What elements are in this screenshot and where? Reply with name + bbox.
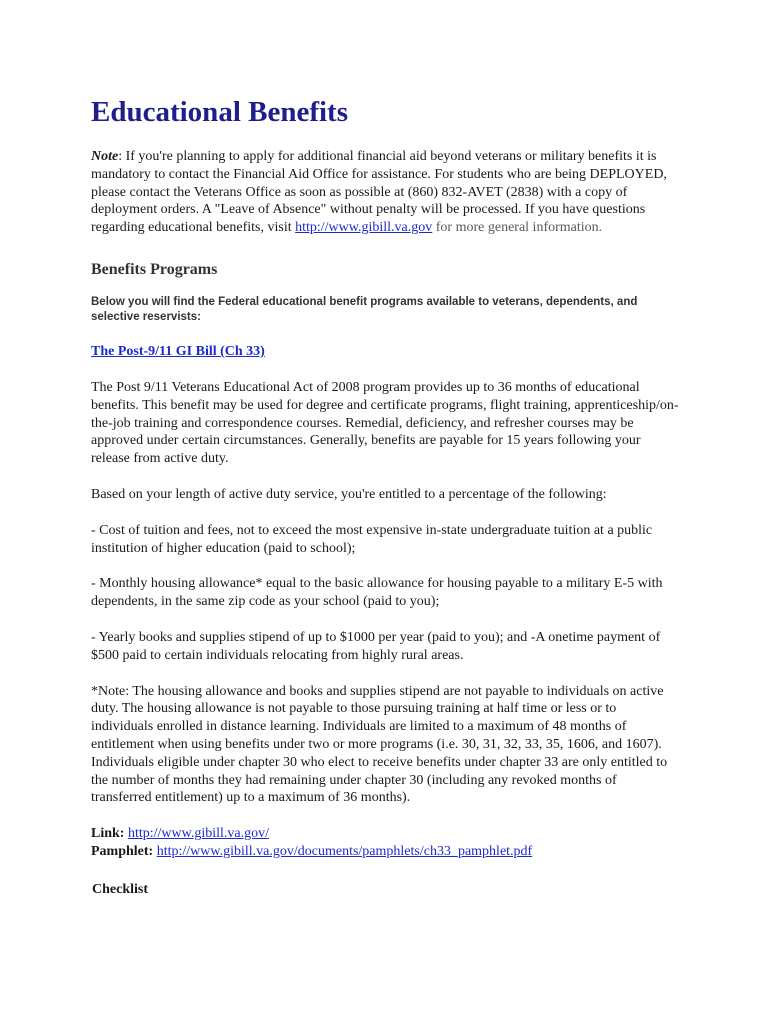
benefit-item-housing: - Monthly housing allowance* equal to the basic allowance for housing payable to a military E-5 with dependents, in the same zip code as your school (paid to you); xyxy=(91,576,663,610)
pamphlet-label: Pamphlet: xyxy=(91,843,154,859)
program-title xyxy=(91,343,679,361)
note-paragraph xyxy=(91,148,679,237)
document-content xyxy=(91,92,679,899)
note-text: : If you're planning to apply for additional financial aid beyond veterans or military benefits it is mandatory to contact the Financial Aid Office for assistance. For students who are being DEPLOYED, please contact the Veterans Office as soon as possible at (860) 832-AVET (2838) with a copy of deployment orders. A "Leave of Absence" without penalty will be processed. If you have questions regarding educational benefits, visit xyxy=(91,149,667,236)
page-title: Educational Benefits xyxy=(91,96,348,128)
resource-links xyxy=(91,825,679,861)
programs-intro: Below you will find the Federal educational benefit programs available to veterans, dependents, and selective reservists: xyxy=(91,295,638,323)
checklist-heading: Checklist xyxy=(92,881,148,897)
gibill-home-link[interactable]: http://www.gibill.va.gov/ xyxy=(127,826,270,842)
pamphlet-link[interactable]: http://www.gibill.va.gov/documents/pamphlets/ch33_pamphlet.pdf xyxy=(156,843,533,859)
gibill-link[interactable]: http://www.gibill.va.gov xyxy=(295,220,433,236)
link-row xyxy=(91,825,679,843)
section-heading: Benefits Programs xyxy=(91,260,218,278)
program-footnote: *Note: The housing allowance and books and supplies stipend are not payable to individuals on active duty. The housing allowance is not payable to those pursuing training at half time or less or to individuals enrolled in distance learning. Individuals are limited to a maximum of 48 months of entitlement when using benefits under two or more programs (i.e. 30, 31, 32, 33, 35, 1606, and 1607). Individuals eligible under chapter 30 who elect to receive benefits under chapter 33 are only entitled to the number of months they had remaining under chapter 30 (including any revoked months of transferred entitlement) up to a maximum of 36 months). xyxy=(91,683,668,806)
program-description: The Post 9/11 Veterans Educational Act of 2008 program provides up to 36 months of educational benefits. This benefit may be used for degree and certificate programs, flight training, apprenticeship/on-the-job training and correspondence courses. Remedial, deficiency, and refresher courses may be approved under certain circumstances. Generally, benefits are payable for 15 years following your release from active duty. xyxy=(91,379,679,467)
pamphlet-row xyxy=(91,843,679,861)
link-label: Link: xyxy=(91,826,125,842)
note-label: Note xyxy=(91,149,119,164)
benefit-item-tuition: - Cost of tuition and fees, not to exceed the most expensive in-state undergraduate tuition at a public institution of higher education (paid to school); xyxy=(91,522,653,556)
benefit-item-books: - Yearly books and supplies stipend of up to $1000 per year (paid to you); and -A onetime payment of $500 paid to certain individuals relocating from highly rural areas. xyxy=(91,629,661,663)
entitlement-intro: Based on your length of active duty service, you're entitled to a percentage of the following: xyxy=(91,486,607,502)
post-911-gi-bill-link[interactable]: The Post-9/11 GI Bill (Ch 33) xyxy=(91,343,265,359)
note-text-after: for more general information. xyxy=(432,220,603,236)
